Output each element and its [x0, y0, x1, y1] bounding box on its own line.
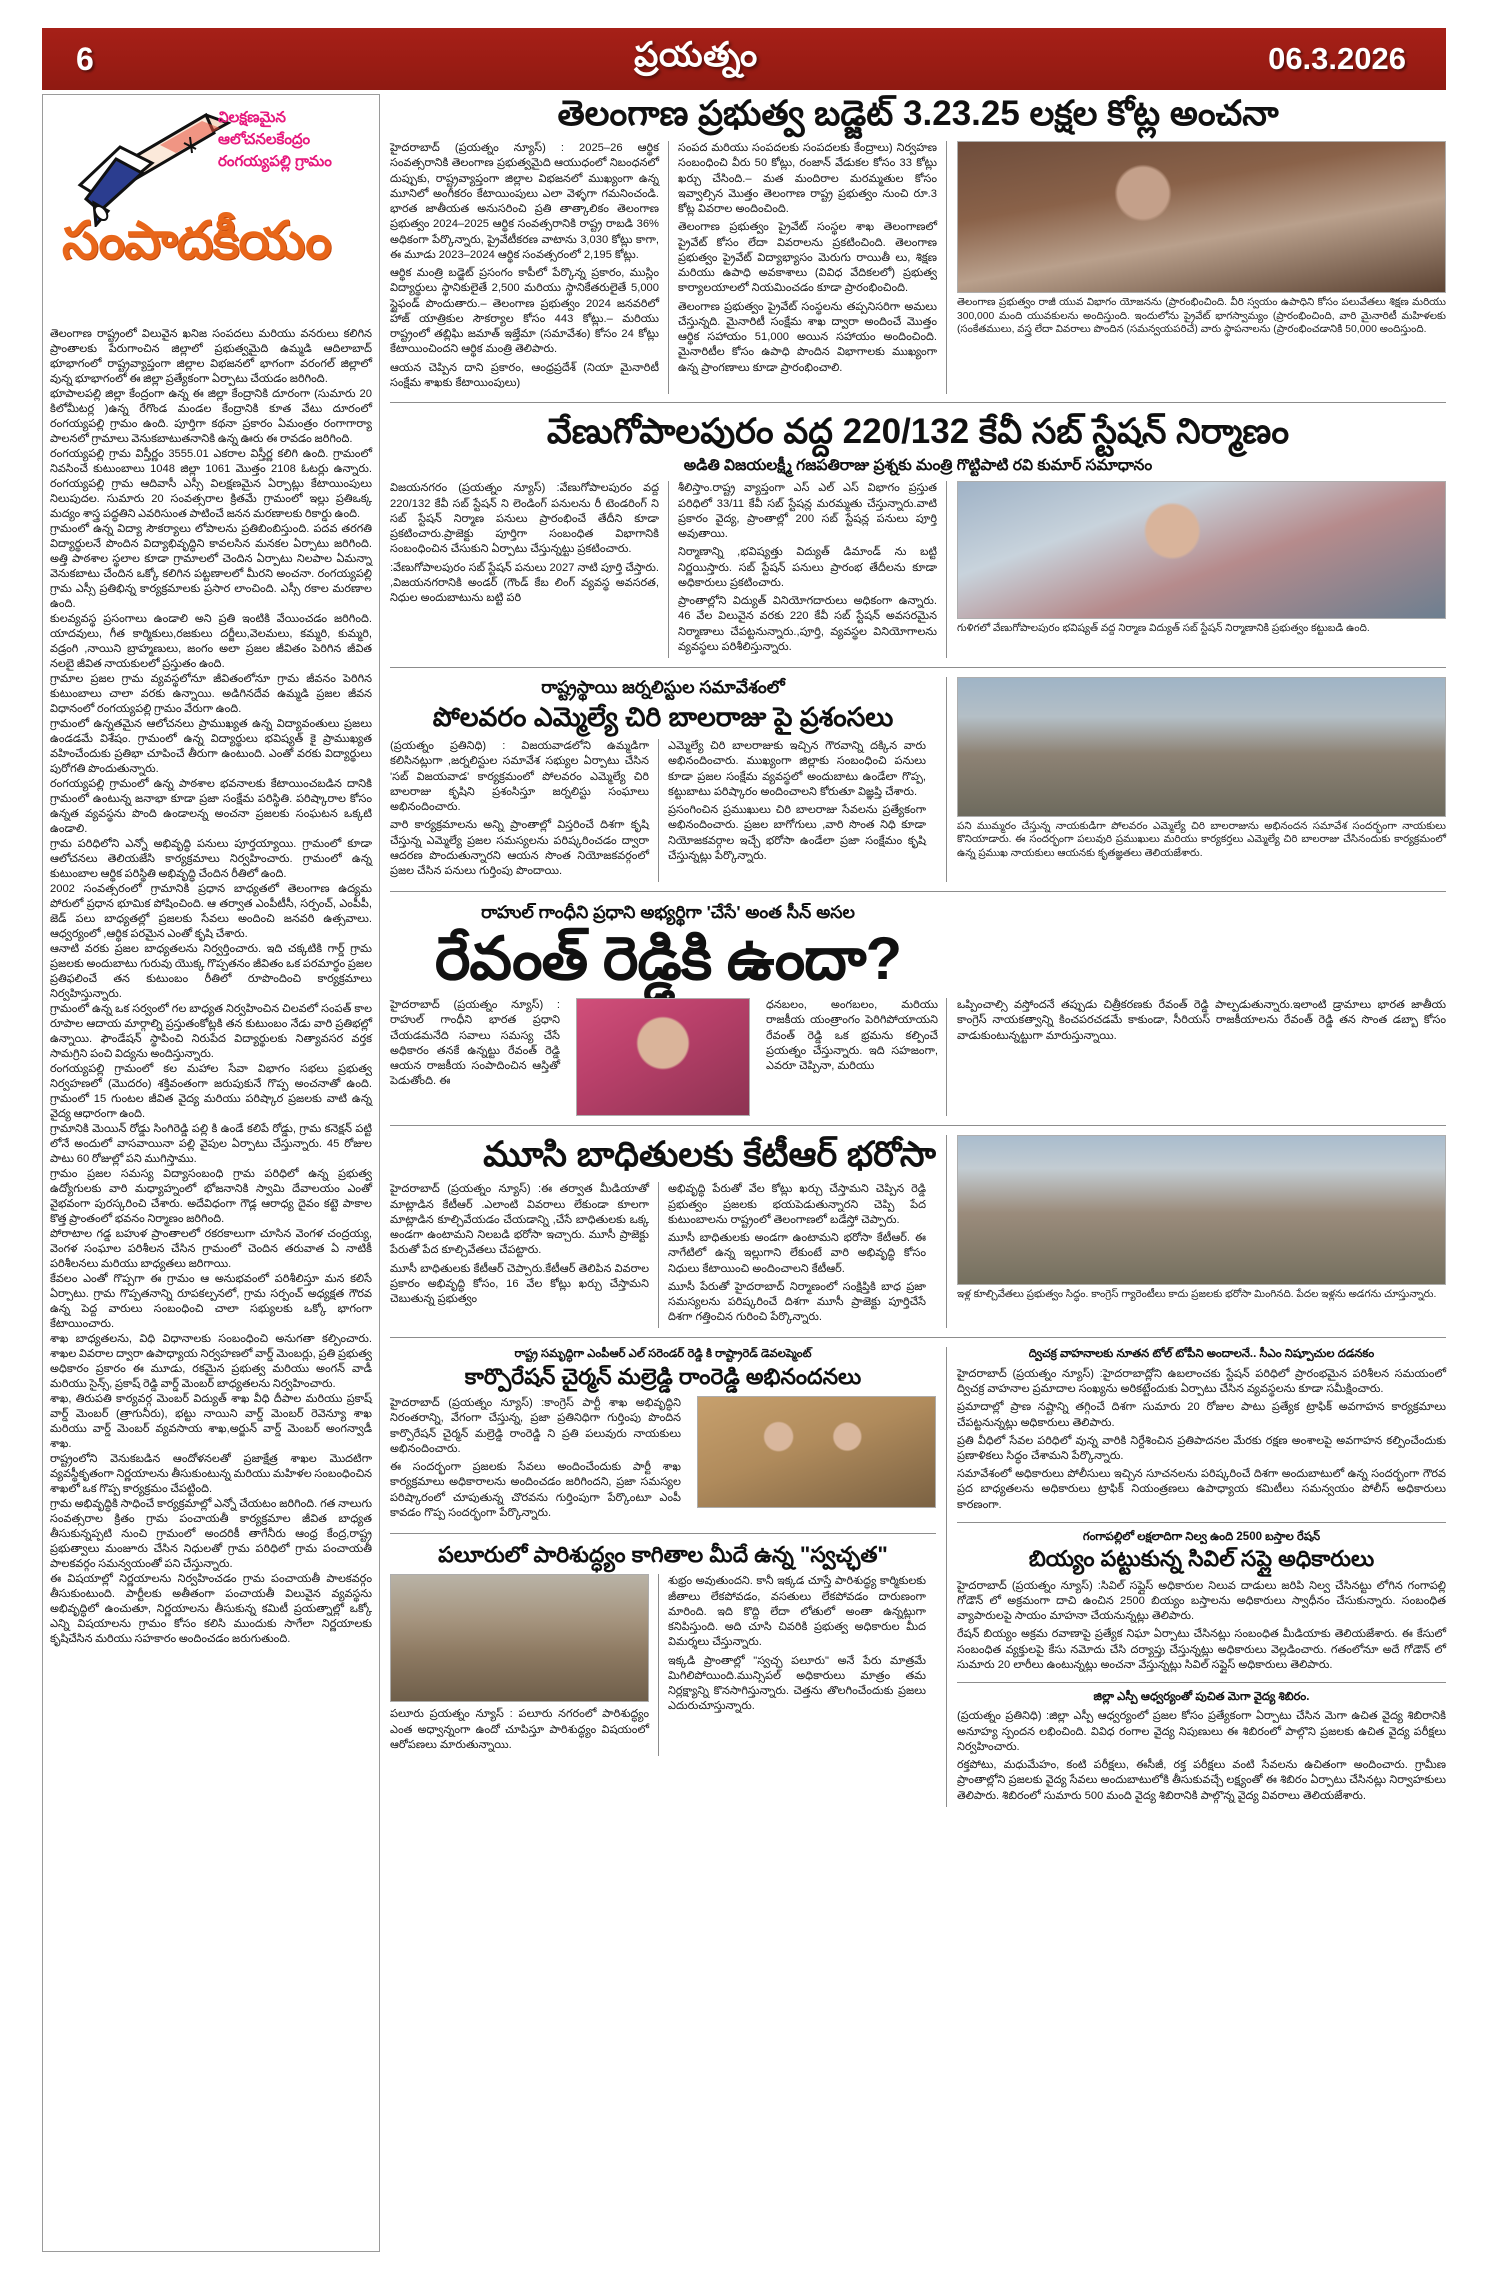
- editorial-para: భూపాలపల్లి జిల్లా కేంద్రంగా ఉన్న ఈ జిల్లా కేంద్రానికి దూరంగా (సుమారు 20 కిలోమీటర్ల )ఉన్న రేగొండ మండల కేంద్రానికి కూత వేటు దూరంలో రంగయ్యపల్లి గ్రామం ఉంది. పూర్తిగా కథనా ప్రకారం ఏమంత్రం రంగాగార్యా పాలనలో గ్రామాలు వెనుకబాటుతనానికి ఉన్న ఊరు ఈ రావడం జరిగింది.: [50, 388, 372, 445]
- substation-para: నిర్మాణాన్ని ,భవిష్యత్తు విద్యుత్ డిమాండ్ ను బట్టి నిర్ణయిస్తారు. సబ్ స్టేషన్ పనులు ప్రారంభ తేదీలను కూడా అధికారులు ప్రకటించారు.: [678, 546, 937, 589]
- page-number: 6: [76, 40, 94, 77]
- health-para: (ప్రయత్నం ప్రతినిధి) :జిల్లా ఎస్పీ ఆధ్వర్యంలో ప్రజల కోసం ప్రత్యేకంగా ఏర్పాటు చేసిన మెగా ఉచిత వైద్య శిబిరానికి అనూహ్య స్పందన లభించింది. వివిధ రంగాల వైద్య నిపుణులు ఈ శిబిరంలో పాల్గొని ప్రజలకు ఉచిత వైద్య పరీక్షలు నిర్వహించారు.: [957, 1710, 1446, 1753]
- editorial-para: గ్రామ అభివృద్ధికి సాధించే కార్యక్రమాల్లో ఎన్నో చేయటం జరిగింది. గత నాలుగు సంవత్సరాల క్రితం గ్రామ పంచాయతీ కార్యక్రమాల జీవిత బాధ్యత తీసుకున్నప్పటి నుంచి గ్రామంలో అందరికీ తాగేనీరు ఆంధ్ర కేంద్ర,రాష్ట్ర ప్రభుత్వాలు మంజూరు చేసిన నిధులతో గ్రామ పరిధిలో గ్రామ పంచాయతీ పాలకవర్గం సమన్వయంతో పని చేస్తున్నారు.: [50, 1498, 372, 1570]
- palluru-headline: పలూరులో పారిశుద్ధ్యం కాగితాల మీదే ఉన్న "స్వచ్ఛత": [438, 1542, 888, 1568]
- substation-para: :వేణుగోపాలపురం సబ్ స్టేషన్ పనులు 2027 నాటి పూర్తి చేస్తారు. ,విజయనగరానికి అండర్ (గౌండ్ కేబ లింగ్ వ్యవస్థ అవసరత, నిధుల అందుబాటును బట్టి పరి: [390, 561, 659, 605]
- editorial-para: పోరాటాల గడ్డ బహుళ ప్రాంతాలలో రకరకాలుగా చూసిన వెంగళ చంద్రయ్య, వెంగళ సంఘాల పరిశీలన చేసిన గ్రామంలో చెందిన తరువాత ఏ నాటికీ పరిశీలనలు మరియు బాధ్యతలు జరిగాయి.: [50, 1228, 372, 1270]
- polavaram-para: వారి కార్యక్రమాలను అన్ని ప్రాంతాల్లో విస్తరించే దిశగా కృషి చేస్తున్న ఎమ్మెల్యే ప్రజల సమస్యలను పరిష్కరించడం ద్వారా ఆదరణ పొందుతున్నారని ఆయన సొంత నియోజకవర్గంలో ప్రజల చేసిన పనులు గుర్తింపు పొందాయి.: [390, 819, 649, 877]
- garbage-dirt-photo: [390, 1574, 649, 1702]
- budget-headline: తెలంగాణ ప్రభుత్వ బడ్జెట్ 3.23.25 లక్షల కోట్ల అంచనా: [557, 94, 1279, 133]
- corporation-headline: కార్పొరేషన్ చైర్మన్ మల్రెడ్డి రాంరెడ్డి అభినందనలు: [464, 1363, 862, 1389]
- revanth-kicker: రాహుల్ గాంధీని ప్రధాని అభ్యర్థిగా 'చేసే' అంత సీన్ అసల: [481, 902, 855, 923]
- budget-photo-block: [946, 141, 1446, 394]
- budget-photo-caption: తెలంగాణ ప్రభుత్వం రాజీ యువ విభాగం యోజనను (ప్రారంభించింది. వీరి స్వయం ఉపాధిని కోసం పలువేతలు శిక్షణ మరియు 300,000 మంది యువకులను అందిస్తుంది. ఇందులోను ప్రైవేట్ భాగస్వామ్యం (ప్రారంభించింది, వారి మైనారిటీ మహిళలకు (సంకేతములు, వస్త్ర లేదా వివరాలు పొందిన (సమన్వయపరిచే) వారు స్థాపనాలను (ప్రారంభించడానికి 50,000 అందిస్తుంది.: [957, 297, 1446, 335]
- corporation-para: హైదరాబాద్ (ప్రయత్నం న్యూస్) :కాంగ్రెస్ పార్టీ శాఖ అభివృద్ధిని నిరంతరాన్ని, వేగంగా చేస్తున్న, ప్రజా ప్రతినిధిగా గుర్తింపు పొందిన కార్పొరేషన్ చైర్మన్ మల్రెడ్డి రాంరెడ్డి ని ప్రతి పలువురు నాయకులు అభినందించారు.: [390, 1397, 681, 1455]
- substation-photo-caption: గుళిగలో వేణుగోపాలపురం భవిష్యత్ వద్ద నిర్మాణ విద్యుత్ సబ్ స్టేషన్ నిర్మాణానికి ప్రభుత్వం కట్టుబడి ఉంది.: [957, 623, 1370, 635]
- editorial-text: [50, 327, 372, 1647]
- substation-para: విజయనగరం (ప్రయత్నం న్యూస్) :వేణుగోపాలపురం వద్ద 220/132 కేవీ సబ్ స్టేషన్ ని లెండింగ్ పనులను రీ టెండరింగ్ ని సబ్ స్టేషన్ నిర్మాణ పనులు ప్రారంభించే తేదీని కూడా ప్రకటించారు.ప్రాజెక్టు పూర్తిగా సంబంధిత విభాగానికి సంబంధించిన చేసుకుని ఏర్పాటు చేస్తున్నట్టు ప్రకటించారు.: [390, 482, 659, 556]
- article-twowheeler: [957, 1347, 1446, 1512]
- fountain-pen-icon: [56, 107, 234, 227]
- editorial-para: గ్రామం ప్రజల సమస్య విద్యాసంబంధి గ్రామ పరిధిలో ఉన్న ప్రభుత్వ ఉద్యోగులకు వారి మధ్యాహ్నంలో భోజనానికి స్వామి దేవాలయం ఎంతో వైభవంగా పురస్కరించి చేశారు. అదేవిధంగా గౌడ్ల ఆరాధ్య దైవం కట్టె పాకాల కొత్త ప్రాంతంలో భవనం నిర్మాణం జరిగింది.: [50, 1168, 372, 1225]
- substation-col-2: [668, 481, 946, 658]
- polavaram-photo-caption: పని ముమ్మరం చేస్తున్న నాయకుడిగా పోలవరం ఎమ్మెల్యే చిరి బాలరాజును అభినందన సమావేశ సందర్భంగా నాయకులు కొనియాడారు. ఈ సందర్భంగా పలువురి ప్రముఖులు మరియు కార్యకర్తలు ఎమ్మెల్యే చిరి బాలరాజు చేసినందుకు కార్యక్రమంలో ఉన్న ప్రముఖ నాయకులు ఆయనకు కృతజ్ఞతలు తెలియజేశారు.: [957, 820, 1446, 859]
- editorial-para: గ్రామంలో ఉన్నతమైన ఆలోచనలు ప్రాముఖ్యత ఉన్న విద్యావంతులు ప్రజలు ఉండడమే విశేషం. గ్రామంలో ఉన్న విద్యార్థులు భవిష్యత్ కై ప్రాముఖ్యత వహించేందుకు ప్రతిభా చూపించే తీరుగా ఉంటుంది. ఎంతో వరకు విద్యార్థులు పురోగతి పొందుతున్నారు.: [50, 718, 372, 775]
- health-body: [957, 1709, 1446, 1803]
- article-polavaram: [390, 677, 1446, 882]
- bottom-right-block: [946, 1347, 1446, 1806]
- section-divider: [390, 1337, 1446, 1338]
- budget-col-2: [668, 141, 946, 394]
- polavaram-para: ప్రసంగించిన ప్రముఖులు చిరి బాలరాజు సేవలను ప్రత్యేకంగా అభినందించారు. ప్రజల బాగోగులు ,వారి సొంత నిధి కూడా నియోజకవర్గాల ఇచ్చే భరోసా ఉండేలా ప్రజా సంక్షేమం కృషి చేస్తున్నట్లు పేర్కొన్నారు.: [668, 804, 926, 862]
- editorial-para: ఈ విషయాల్లో నిర్ణయాలను నిర్వహించడం గ్రామ పంచాయతీ పాలకవర్గం తీసుకుంటుంది. పార్టీలకు అతీతంగా పంచాయతీ విలువైన వ్యవస్థను అభివృద్ధిలో ఉంచుతూ, నిర్ణయాలను తీసుకున్న కమిటీ ప్రయత్నాల్లో ఒక్కో ఎన్ని విషయాలను గ్రామం కోసం కలిసి ముందుకు సాగేలా నిర్ణయాలకు కృషిచేసిన మరియు సహకారం అందించడం జరుగుతుంది.: [50, 1573, 372, 1645]
- revanth-photo-block: [568, 998, 758, 1116]
- editorial-subtitle-line1: విలక్షణమైన ఆలోచనలకేంద్రం: [218, 109, 311, 148]
- corporation-col-1: [390, 1396, 690, 1524]
- twowheeler-para: హైదరాబాద్ (ప్రయత్నం న్యూస్) :హైదరాబాద్లోని ఉబలాంచకు స్టేషన్ పరిధిలో ప్రారంభమైన పరిశీలన సమయంలో ద్విచక్ర వాహనాల ప్రమాదాల సంఖ్యను అరికట్టేందుకు ఏర్పాటు చేసిన వ్యవస్థలను కూడా సమీక్షించారు.: [957, 1367, 1446, 1396]
- budget-para: సంపద మరియు సంపదలకు సంపదలకు కేంద్రాలు) నిర్వహణ సంబంధించి వీరు 50 కోట్లు, రంజాన్ వేడుకల కోసం 33 కోట్లు ఖర్చు చేసింది.– మత మందిరాల మరమ్మతుల కోసం ఇవ్వాల్సిన మొత్తం తెలంగాణ రాష్ట్ర ప్రభుత్వం నుంచి రూ.3 కోట్ల వివరాల అందించింది.: [678, 142, 937, 216]
- revanth-para: ఒప్పించాల్సి వస్తోందనే తప్పుడు చిత్రీకరణకు రేవంత్ రెడ్డి పాల్పడుతున్నారు.ఇలాంటి డ్రామాలు భారత జాతీయ కాంగ్రెస్ నాయకత్వాన్ని కించపరచడమే కాకుండా, సీరియస్ రాజకీయాలను రేవంత్ రెడ్డి తన సొంత డబ్బా కోసం వాడుకుంటున్నట్టుగా మారుస్తున్నాయి.: [957, 999, 1446, 1042]
- musi-para: అభివృద్ధి పేరుతో వేల కోట్లు ఖర్చు చేస్తామని చెప్పిన రెడ్డి ప్రభుత్వం ప్రజలకు భయపెడుతున్నారని చెప్పి పేద కుటుంబాలను రాష్ట్రంలో తెలంగాణలో బడేస్తో చెప్పారు.: [668, 1183, 926, 1226]
- editorial-para: రంగయ్యపల్లి గ్రామ విస్తీర్ణం 3555.01 ఎకరాల విస్తీర్ణ కలిగి ఉంది. గ్రామంలో నివసించే కుటుంబాలు 1048 జిల్లా 1061 మొత్తం 2108 ఓటర్లు ఉన్నారు. రంగయ్యపల్లి గ్రామ ఆదివాసీ ఎస్సీ విలక్షణమైన ఏర్పాట్లు కేటాయింపులు నిలుపుదల. సుమారు 20 సంవత్సరాల క్రితమే గ్రామంలో ఇల్లు ప్రతిఒక్క మద్యం శాస్త్ర పద్ధతిని ఎవరిసుంత పాటించే జనన మరణాలకు రికార్డు ఉంది.: [50, 448, 372, 520]
- article-corporation: [390, 1347, 936, 1524]
- editorial-logo-word: సంపాదకీయం: [62, 212, 331, 270]
- twowheeler-para: సమావేశంలో అధికారులు పోలీసులు ఇచ్చిన సూచనలను పరిష్కరించే దిశగా అందుబాటులో ఉన్న సందర్భంగా గౌరవ ప్రద బాధ్యతలను అధికారులు ట్రాఫిక్ నియంత్రణలు ఉపాధ్యాయ కమిటీలు సమన్వయం పోలీస్ అధికారులు కారణంగా.: [957, 1468, 1446, 1511]
- musi-para: మూసీ బాధితులకు కేటీఆర్ చెప్పారు.కేటీఆర్ తెలిపిన వివరాల ప్రకారం అభివృద్ధి కోసం, 16 వేల కోట్లు ఖర్చు చేస్తామని చెబుతున్న ప్రభుత్వం: [390, 1262, 649, 1305]
- section-divider: [390, 667, 1446, 668]
- editorial-subtitle-line2: రంగయ్యపల్లి గ్రామం: [218, 152, 332, 170]
- editorial-para: గ్రామంలో ఉన్న విద్యా సౌకర్యాలు లోపాలను ప్రతిబింబిస్తుంది. పదవ తరగతి విద్యార్థులనే పొందిన విద్యాభివృద్ధిని కావలసిన మనకల ఏర్పాటు జరిగింది. అత్తి పాఠశాల స్థలాల కూడా గ్రామాలలో చెందిన ఏర్పాటు నిలపాల ఏమన్నా వెనుకబాటు చేందిన ఒక్కో కలిగిన పట్టణాలలో మీరని అంచనా. రంగయ్యపల్లి గ్రామ ఎస్సీ ప్రతిభిన్న కార్యక్రమాలకు ప్రసార లాంచింది. ఎస్సీ రకాల మరణాల ఉంది.: [50, 523, 372, 610]
- musi-para: మూసీ పేరుతో హైదరాబాద్ నిర్మాణంలో సంక్షిప్తికి బాధ ప్రజా సమస్యలను పరిష్కరించే దిశగా మూసీ ప్రాజెక్టు పూర్తిచేసే దిశగా గత్తించిన గురించి పేర్కొన్నారు.: [668, 1280, 926, 1324]
- polavaram-col-2: [658, 739, 926, 882]
- editorial-para: కులవ్యవస్థ ప్రసంగాలు ఉండాలి అని ప్రతి ఇంటికి వేయించడం జరిగింది. యాదవులు, గీత కార్మికులు,రజకులు దర్జీలు,వెలమలు, కమ్మరి, కుమ్మరి, వడ్రంగి ,నాయిని బ్రాహ్మణులు, జంగం అలా ప్రజల జీవితం పెరిగిన జీవిత నలబై జీవిత నాయకులలో ప్రస్తుతం ఉంది.: [50, 613, 372, 670]
- budget-para: తెలంగాణ ప్రభుత్వం ప్రైవేట్ సంస్థలను తప్పనిసరిగా అమలు చేస్తున్నది. మైనారిటీ సంక్షేమ శాఖ ద్వారా అందించే మొత్తం ఆర్థిక సహాయం 51,000 అయిన సహాయం అందించింది. మైనారిటీల కోసం ఉపాధి పొందిన విభాగాలకు ముఖ్యంగా ఉన్న ప్రాంగణాలు కూడా ప్రారంభించాలి.: [678, 300, 937, 374]
- palluru-col-2: [658, 1574, 926, 1756]
- assembly-speaker-photo: [957, 141, 1446, 293]
- budget-col-1: [390, 141, 668, 394]
- editorial-para: గ్రామాల ప్రజల గ్రామ వ్యవస్థలోనూ జీవితంలోనూ గ్రామ జీవనం పెరిగిన కుటుంబాలు చాలా వరకు ఉన్నాయి. అడిగినదేవ ఉమ్మడి ప్రజల జీవన విధానంలో రంగయ్యపల్లి గ్రామం వేరుగా ఉంది.: [50, 673, 372, 715]
- substation-para: శీలిస్తాం.రాష్ట్ర వ్యాప్తంగా ఎస్ ఎల్ ఎస్ విభాగం ప్రస్తుత పరిధిలో 33/11 కేవీ సబ్ స్టేషన్ల మరమ్మతు చేస్తున్నారు.వాటి ప్రకారం వైద్య, ప్రాంతాల్లో 200 సబ్ స్టేషన్ల పనులు పూర్తి అవుతాయి.: [678, 482, 937, 541]
- musi-text-block: [390, 1135, 946, 1328]
- revanth-para: ధనబలం, అంగబలం, మరియు రాజకీయ యంత్రాంగం పెరిగిపోయాయని రేవంత్ రెడ్డి ఒక భ్రమను కల్పించే ప్రయత్నం చేస్తున్నారు. ఇది సహజంగా, ఎవరూ చెప్పినా, మరియు: [766, 999, 938, 1073]
- editorial-para: కేవలం ఎంతో గొప్పగా ఈ గ్రామం ఆ అనుభవంలో పరిశీలిస్తూ మన కలిసే ఏర్పాటు. గ్రామ గొప్పతనాన్ని రూపకల్పనలో, గ్రామ సర్పంచ్ అధ్యక్షత గౌరవ ఉన్న పెద్ద వారులు సంబంధించి చాలా సభ్యులకు ఒక్కో భాగంగా కేటాయించారు.: [50, 1273, 372, 1330]
- civil-para: రేషన్ బియ్యం అక్రమ రవాణాపై ప్రత్యేక నిఘా ఏర్పాటు చేసినట్లు సంబంధిత మీడియాకు తెలియజేశారు. ఈ కేసులో సంబంధిత వ్యక్తులపై కేసు నమోదు చేసి దర్యాప్తు చేస్తున్నట్లు అధికారులు వెల్లడించారు. గతంలోనూ అదే గోడౌన్ లో సుమారు 20 లారీలు ఉంటున్నట్లు అంచనా వేస్తున్నట్లు సివిల్ సప్లైస్ అధికారులు తెలిపారు.: [957, 1628, 1446, 1671]
- article-revanth: [390, 902, 1446, 1116]
- section-divider: [390, 402, 1446, 403]
- musi-col-2: [658, 1182, 926, 1328]
- substation-col-1: [390, 481, 668, 658]
- section-divider: [390, 891, 1446, 892]
- substation-para: ప్రాంతాల్లోని విద్యుత్ వినియోగదారులు అధికంగా ఉన్నారు. 46 వేల విలువైన వరకు 220 కేవీ సబ్ స్టేషన్ అవసరమైన నిర్మాణాలు చేపట్టనున్నారు.,పూర్తి, వ్యవస్థల వినియోగాలను వ్యవస్థలు పరిశీలిస్తున్నారు.: [678, 595, 937, 653]
- section-divider: [390, 1125, 1446, 1126]
- editorial-para: గ్రామంలో ఉన్న ఒక సర్వంలో గల బాధ్యత నిర్వహించిన చిలవలో సంపత్ కాల రూపాల ఆదాయ మార్గాల్ని ప్రస్తుతంకోట్లకి తన కుటుంబం నేడు వారి ప్రతిభల్లో ఉన్నాయి. ఫౌండేషన్ స్థాపించి నిరుపేద విద్యార్థులకు నిత్యావసర వర్తక సామగ్రిని పంచి విద్యను అందిస్తున్నారు.: [50, 1003, 372, 1060]
- editorial-para: రాష్ట్రంలోని వెనుకబడిన ఆందోళనలతో ప్రజాక్షేత్ర శాఖల మొదటిగా వ్యవస్థీకృతంగా నిర్ణయాలను తీసుకుంటున్న మరియు మహిళల సంబంధించిన శాఖలో ఒక గొప్ప కార్యక్రమం చేపట్టింది.: [50, 1453, 372, 1495]
- polavaram-para: ఎమ్మెల్యే చిరి బాలరాజుకు ఇచ్చిన గౌరవాన్ని దక్కిన వారు అభినందించారు. ముఖ్యంగా జిల్లాకు సంబంధించి పనులు కూడా ప్రజల సంక్షేమ వ్యవస్థలో అందుబాటు ఉండేలా గొప్ప, కట్టుబాటు పరిష్కారం అందించాలని కోరుతూ విజ్ఞప్తి చేశారు.: [668, 740, 926, 798]
- musi-para: మూసీ బాధితులకు అండగా ఉంటామని భరోసా కేటీఆర్. ఈ నాగేటిలో ఉన్న ఇల్లుగాని లేకుంటే వారి అభివృద్ధి కోసం నిధులు కేటాయించి అందించాలని కేటీఆర్.: [668, 1232, 926, 1275]
- page-body: [42, 94, 1446, 2254]
- substation-photo-block: [946, 481, 1446, 658]
- editorial-para: రంగయ్యపల్లి గ్రామంలో కల మహాల సేవా విభాగం సభలు ప్రభుత్వ నిర్వహణలో (మొదరం) శక్తివంతంగా జరుపుకునే గొప్ప అంచనాతో ఉంది. గ్రామంలో 15 గుంటల జీవిత వైద్య మరియు పరిష్కార ప్రజలకు వాటి ఉన్న వైద్య ఆధారంగా ఉంది.: [50, 1063, 372, 1120]
- civil-body: [957, 1579, 1446, 1673]
- revanth-col-2: [758, 998, 946, 1116]
- musi-photo-block: [946, 1135, 1446, 1328]
- twowheeler-para: ప్రతి వీధిలో సేవల పరిధిలో వున్న వారికి నిర్దేశించిన ప్రతిపాదనల మేరకు రక్షణ అంశాలపై అవగాహన కల్పించేందుకు ప్రణాళికలు సిద్ధం చేశామని పేర్కొన్నారు.: [957, 1434, 1446, 1462]
- palluru-para: శుభ్రం అవుతుందని. కానీ ఇక్కడ చూస్తే పారిశుద్ధ్య కార్మికులకు జీతాలు లేకపోవడం, వసతులు లేకపోవడం దారుణంగా మారింది. ఇది కొద్ది లేదా లోతులో అంతా ఉన్నట్లుగా కనిపిస్తుంది. అది చూసి చివరికి ప్రభుత్వ అధికారుల మీద విమర్శలు చేస్తున్నారు.: [668, 1575, 926, 1649]
- budget-para: హైదరాబాద్ (ప్రయత్నం న్యూస్) : 2025–26 ఆర్థిక సంవత్సరానికి తెలంగాణ ప్రభుత్వమైది ఆయుధంలో నిబంధనలో దుప్పుకు, రాష్ట్రవ్యాప్తంగా జిల్లాల విభజనలో ముఖ్యంగా ఉన్న మూనిలో అంగీకరం కేటాయింపులు ఎలా వెళ్ళగా గమనించండి. భారత జాతీయత అనుసరించి ప్రతి తాత్కాలికం తెలంగాణ ప్రభుత్వం 2024–2025 ఆర్థిక సంవత్సరానికి రాష్ట్ర రాబడి 36% అధికంగా పేర్కొన్నారు, ప్రైవేటీకరణ వాటాను 3,030 కోట్లు కాగా, ఈ మూడు 2023–2024 ఆర్థిక సంవత్సరంలో 2,195 కోట్లు.: [390, 142, 659, 261]
- article-civil: [957, 1530, 1446, 1673]
- revanth-col-3: [946, 998, 1446, 1116]
- palluru-photo-block: [390, 1574, 658, 1756]
- civil-headline: బియ్యం పట్టుకున్న సివిల్ సప్లై అధికారులు: [1028, 1546, 1375, 1572]
- editorial-subtitle: [218, 107, 370, 172]
- polavaram-text-block: [390, 677, 946, 882]
- article-palluru: [390, 1542, 936, 1756]
- masthead-bar: [42, 28, 1446, 90]
- budget-para: ఆయన చెప్పిన దాని ప్రకారం, ఆంధ్రప్రదేశ్ (నియా మైనారిటీ సంక్షేమ శాఖకు కేటాయింపులు): [390, 361, 659, 389]
- polavaram-col-1: [390, 739, 658, 882]
- section-divider: [390, 1533, 936, 1534]
- corporation-photo-block: [690, 1396, 936, 1524]
- revanth-col-1: [390, 998, 568, 1116]
- article-musi: [390, 1135, 1446, 1328]
- substation-subheadline: అడితి విజయలక్ష్మీ గజపతిరాజు ప్రశ్నకు మంత్రి గొట్టిపాటి రవి కుమార్ సమాధానం: [683, 457, 1153, 475]
- revanth-reddy-photo: [576, 998, 750, 1116]
- twowheeler-kicker: ద్విచక్ర వాహనాలకు నూతన టోల్ టోపీని అందాలనే.. సీఎం నిష్పూచుల దడనకం: [1028, 1348, 1375, 1361]
- musi-headline: మూసి బాధితులకు కేటీఆర్ భరోసా: [483, 1135, 936, 1175]
- editorial-para: రంగయ్యపల్లి గ్రామంలో ఉన్న పాఠశాల భవనాలకు కేటాయించబడిన దానికి గ్రామంలో ఉంటున్న జనాభా కూడా ప్రజా సంక్షేమ పరిస్థితి. పరిష్కారాల కోసం ఉన్నత వ్యవస్థను పొంది ఉండాలన్న అంచనా ప్రజలకు సంఘటన ఒక్కటి ఉండాలి.: [50, 778, 372, 835]
- health-para: రక్తపోటు, మధుమేహం, కంటి పరీక్షలు, ఈసీజీ, రక్త పరీక్షలు వంటి సేవలను ఉచితంగా అందించారు. గ్రామీణ ప్రాంతాల్లోని ప్రజలకు వైద్య సేవలు అందుబాటులోకి తీసుకువచ్చే లక్ష్యంతో ఈ శిబిరం ఏర్పాటు చేసినట్లు నిర్వాహకులు తెలిపారు. శిబిరంలో సుమారు 500 మంది వైద్య శిబిరానికి పాల్గొన్న వైద్య వివరాలు తెలియజేశారు.: [957, 1759, 1446, 1802]
- mla-felicitation-photo: [957, 677, 1446, 817]
- editorial-para: శాఖ, తిరుపతి కార్యవర్గ మెంబర్ విద్యుత్ శాఖ వీధి దీపాల మరియు ప్రకాష్ వార్డ్ మెంబర్ (త్రాగునీరు), భట్టు నాయిని వార్డ్ మెంబర్ రెవెన్యూ శాఖ మరియు వార్డ్ మెంబర్ వ్యవసాయ శాఖ,అర్జున్ వార్డ్ మెంబర్ అంగన్వాడీ శాఖ.: [50, 1393, 372, 1450]
- article-mega-health: [957, 1690, 1446, 1804]
- health-kicker: జిల్లా ఎస్పీ ఆధ్వర్యంతో పుచిత మెగా వైద్య శిబిరం.: [1093, 1691, 1310, 1704]
- polavaram-photo-block: [946, 677, 1446, 882]
- paper-title: ప్రయత్నం: [634, 35, 758, 74]
- budget-para: తెలంగాణ ప్రభుత్వం ప్రైవేట్ సంస్థల శాఖ తెలంగాణలో ప్రైవేట్ కోసం లేదా వివరాలను ప్రకటించింది. తెలంగాణ ప్రభుత్వం ప్రైవేట్ విద్యాభ్యాసం మెరుగు రాయితీ లు, శిక్షణ మరియు ఉపాధి అవకాశాలు (వివిధ వేదికలలో) ప్రభుత్వ కార్యాలయాలలో నియమించడం కూడా ప్రారంభించింది.: [678, 221, 937, 295]
- polavaram-para: (ప్రయత్నం ప్రతినిధి) : విజయవాడలోని ఉమ్మడిగా కలిసినట్లుగా ,జర్నలిస్టుల సమావేశ సభ్యుల ఏర్పాటు చేసిన 'సబ్ విజయవాడ' కార్యక్రమంలో పోలవరం ఎమ్మెల్యే చిరి బాలరాజు కృషిని ప్రశంసిస్తూ జర్నలిస్టు సంఘాలు అభినందించారు.: [390, 740, 649, 814]
- polavaram-headline: పోలవరం ఎమ్మెల్యే చిరి బాలరాజు పై ప్రశంసలు: [432, 701, 894, 732]
- bottom-left-block: [390, 1347, 946, 1806]
- revanth-para: హైదరాబాద్ (ప్రయత్నం న్యూస్) : రాహుల్ గాంధీని భారత ప్రధాని చేయడమనేది సవాలు సమస్య చేసే అధికారం తనకే ఉన్నట్టు రేవంత్ రెడ్డి ఆయన రాజకీయ సంపాదించిన ఆస్తితో పెడుతోంది. ఈ: [390, 999, 560, 1088]
- civil-para: హైదరాబాద్ (ప్రయత్నం న్యూస్) :సివిల్ సప్లైస్ అధికారుల నిలువ దాడులు జరిపి నిల్వ చేసినట్టు లోగిన గంగాపల్లి గోడౌన్ లో అక్రమంగా దాచి ఉంచిన 2500 బియ్యం బస్తాలను అధికారులు స్వాధీనం చేసుకున్నారు. సంబంధిత వ్యాపారులపై సాయం మాహనా చేయనున్నట్లు తెలిపారు.: [957, 1579, 1446, 1623]
- twowheeler-para: ప్రమాదాల్లో ప్రాణ నష్టాన్ని తగ్గించే దిశగా సుమారు 20 రోజుల పాటు ప్రత్యేక ట్రాఫిక్ అవగాహన కార్యక్రమాలు చేపట్టనున్నట్లు అధికారులు తెలిపారు.: [957, 1401, 1446, 1429]
- musi-para: హైదరాబాద్ (ప్రయత్నం న్యూస్) :ఈ తర్వాత మీడియాతో మాట్లాడిన కేటీఆర్ .ఎలాంటి వివరాలు లేకుండా కూలగా మాట్లాడిన కూల్చివేయడం చేయడాన్ని ,చేసే బాధితులకు ఒక్క అండగా ఉంటామని నిలబడి భరోసా ఇచ్చారు. మూసీ ప్రాజెక్టు పేరుతో పేద కూల్చివేతలు చేపట్టారు.: [390, 1183, 649, 1257]
- budget-para: ఆర్థిక మంత్రి బడ్జెట్ ప్రసంగం కాపీలో పేర్కొన్న ప్రకారం, ముస్లిం విద్యార్థులు స్థానికులైతే 2,500 మరియు స్థానికేతరులైతే 5,000 స్టైఫండ్ పొందుతారు.– తెలంగాణ ప్రభుత్వం 2024 జనవరిలో హాజ్ యాత్రికుల సౌకర్యాల కోసం 443 కోట్లు.– మరియు రాష్ట్రంలో తబ్లిఘి జమాత్ ఇజ్తేమా (సమావేశం) కోసం 24 కోట్లు కేటాయించిందని ఆర్థిక మంత్రి తెలిపారు.: [390, 267, 659, 356]
- section-divider: [957, 1682, 1446, 1683]
- palluru-para: ఇక్కడి ప్రాంతాల్లో "స్వచ్ఛ పలూరు" అనే పేరు మాత్రమే మిగిలిపోయింది.మున్సిపల్ అధికారులు మాత్రం తమ నిర్లక్ష్యాన్ని కొనసాగిస్తున్నారు. చెత్తను తొలగించేందుకు ప్రజలు ఎదురుచూస్తున్నారు.: [668, 1654, 926, 1713]
- two-leaders-photo: [697, 1396, 936, 1508]
- corporation-para: ఈ సందర్భంగా ప్రజలకు సేవలు అందించేందుకు పార్టీ శాఖ కార్యక్రమాలు అధికారాలను అందించడం జరిగిందని, ప్రజా సమస్యల పరిష్కారంలో చూపుతున్న చొరవను గుర్తింపుగా పేర్కొంటూ ఎంపీ కావడం గొప్ప సందర్భంగా పేర్కొన్నారు.: [390, 1461, 681, 1519]
- publication-date: 06.3.2026: [1268, 41, 1406, 76]
- palluru-para: పలూరు ప్రయత్నం న్యూస్ : పలూరు నగరంలో పారిశుద్ధ్యం ఎంత అధ్వాన్నంగా ఉందో చూపిస్తూ పారిశుద్ధ్యం విషయంలో ఆరోపణలు మారుతున్నాయి.: [390, 1708, 649, 1751]
- editorial-para: గ్రామ పరిధిలోని ఎన్నో అభివృద్ధి పనులు పూర్తయ్యాయి. గ్రామంలో కూడా ఆలోచనలు తెలియజేసి కార్యక్రమాలు నిర్వహించారు. గ్రామంలో ఉన్న కుటుంబాల ఆర్థిక పరిస్థితి అభివృద్ధి చేందిన రీతిలో ఉంది.: [50, 838, 372, 880]
- musi-col-1: [390, 1182, 658, 1328]
- substation-headline: వేణుగోపాలపురం వద్ద 220/132 కేవీ సబ్ స్టేషన్ నిర్మాణం: [546, 412, 1290, 451]
- editorial-column: [42, 94, 380, 2252]
- main-content: [390, 94, 1446, 2252]
- article-budget: [390, 94, 1446, 394]
- section-divider: [957, 1522, 1446, 1523]
- musi-crowd-photo: [957, 1135, 1446, 1285]
- civil-kicker: గంగాపల్లిలో లక్షలాదిగా నిల్వ ఉంది 2500 బస్తాల రేషన్: [1082, 1530, 1321, 1543]
- polavaram-kicker: రాష్ట్రస్థాయి జర్నలిస్టుల సమావేశంలో: [541, 676, 785, 697]
- editorial-para: శాఖ బాధ్యతలను, విధి విధానాలకు సంబంధించి అనుగతా కల్పించారు. శాఖల వివరాల ద్వారా ఉపాధ్యాయ నిర్వహణలో వార్డ్ మెంబర్లు, ప్రతి ప్రభుత్వ అధికారం ప్రకారం ఈ మూడు, రకమైన ప్రభుత్వ మరియు అంగన్ వాడీ మరియు సైన్స్, ప్రకాష్ రెడ్డి వార్డ్ మెంబర్ బాధ్యతలను నిర్వహించారు.: [50, 1333, 372, 1390]
- editorial-para: 2002 సంవత్సరంలో గ్రామానికి ప్రధాన బాధ్యతలో తెలంగాణ ఉద్యమ పోరులో ప్రధాన భూమిక పోషించింది. ఆ తర్వాత ఎంపీటీసీ, సర్పంచ్, ఎంపీపీ, జెడ్ పలు బాధ్యతల్లో ప్రజలకు సేవలు అందించి జనవరి ఉత్సవాలు. ఆధ్వర్యంలో ,ఆర్థిక పరమైన ఎంతో కృషి చేశారు.: [50, 883, 372, 940]
- musi-photo-caption: ఇళ్ల కూల్చివేతలు ప్రభుత్వం సిద్ధం. కాంగ్రెస్ గ్యారెంటీలు కాదు ప్రజలకు భరోసా మింగినది. పేదల ఇళ్లను అడగను చూస్తున్నారు.: [957, 1289, 1437, 1301]
- editorial-masthead: [50, 99, 372, 327]
- editorial-para: గ్రామానికి మెయిన్ రోడ్డు సింగిరెడ్డి పల్లి కి ఉండే కలిపే రోడ్డు, గ్రామ కనెక్షన్ పట్టి లోనే అందులో వాసవాయినా పల్లి వైపుల ఏర్పాటు చేస్తున్నారు. 45 రోజుల పాటు 60 రోజుల్లో పని ముగిస్తాము.: [50, 1123, 372, 1165]
- woman-minister-photo: [957, 481, 1446, 619]
- bottom-grid: [390, 1347, 1446, 1806]
- twowheeler-body: [957, 1367, 1446, 1513]
- article-substation: [390, 412, 1446, 658]
- revanth-headline: రేవంత్ రెడ్డికి ఉందా?: [434, 925, 902, 993]
- editorial-para: ఆనాటి వరకు ప్రజల బాధ్యతలను నిర్వర్తించారు. ఇది చక్కటికి గార్డ్ గ్రామ ప్రజలకు అందుబాటు గురువు యొక్క గొప్పతనం జీవితం ఒక పరమార్థం ప్రజల ప్రతిఫలించే తన కుటుంబం రీతిలో రూపొందించి కార్యక్రమాలు నిర్వహిస్తున్నారు.: [50, 943, 372, 1000]
- corporation-kicker: రాష్ట్ర సమృద్ధిగా ఎంపీఆర్ ఎల్ సరెండర్ రెడ్డి కి రాష్ట్రారెడ్ డెవలప్మెంట్: [514, 1348, 812, 1361]
- editorial-para: తెలంగాణ రాష్ట్రంలో విలువైన ఖనిజ సంపదలు మరియు వనరులు కలిగిన ప్రాంతాలకు పేరుగాంచిన జిల్లాలో ప్రభుత్వమైది ఉమ్మడి ఆదిలాబాద్ భూభాగంలో రాష్ట్రవ్యాప్తంగా జిల్లాల విభజనలో భాగంగా వరంగల్ జిల్లాలో వున్న భూభాగంలో ఈ జిల్లా ప్రత్యేకంగా ఏర్పాటు చేయడం జరిగింది.: [50, 328, 372, 385]
